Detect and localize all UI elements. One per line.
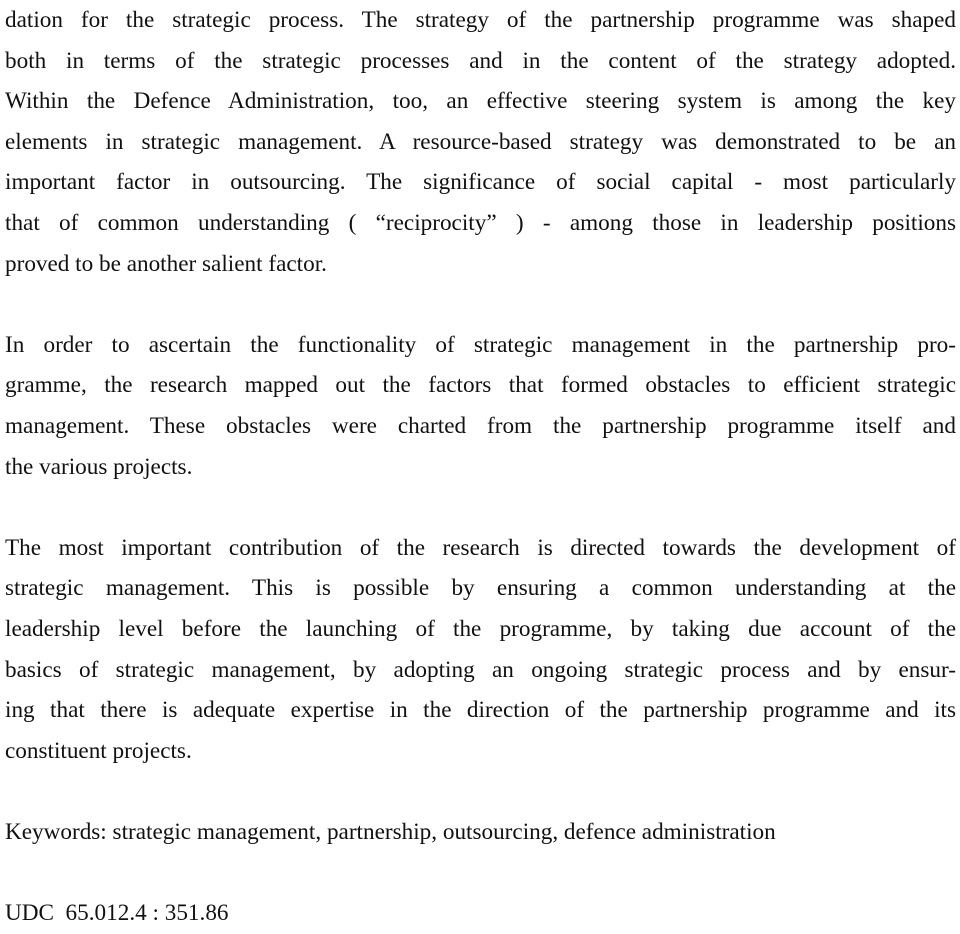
text-line: elements in strategic management. A resource-based strategy was demonstrated to be an xyxy=(5,128,956,155)
udc-classification: UDC 65.012.4 : 351.86 xyxy=(5,900,229,927)
text-line: the various projects. xyxy=(5,453,193,480)
paragraph-spacer xyxy=(5,284,956,325)
text-line: The most important contribution of the research is directed towards the development of xyxy=(5,534,956,561)
text-line: both in terms of the strategic processes and in the content of the strategy adopted. xyxy=(5,47,956,74)
paragraph-spacer xyxy=(5,771,956,812)
text-line: basics of strategic management, by adopting an ongoing strategic process and by ensur- xyxy=(5,656,956,683)
text-line: that of common understanding ( “reciprocity” ) - among those in leadership positions xyxy=(5,209,956,236)
abstract-paragraph-1 xyxy=(5,0,956,284)
abstract-paragraph-2 xyxy=(5,325,956,487)
text-line: leadership level before the launching of the programme, by taking due account of the xyxy=(5,615,956,642)
text-line: In order to ascertain the functionality of strategic management in the partnership pro- xyxy=(5,331,956,358)
text-line: proved to be another salient factor. xyxy=(5,250,327,277)
abstract-paragraph-3 xyxy=(5,528,956,772)
keywords-line: Keywords: strategic management, partnership, outsourcing, defence administration xyxy=(5,818,776,845)
paragraph-spacer xyxy=(5,852,956,893)
text-line: gramme, the research mapped out the factors that formed obstacles to efficient strategic xyxy=(5,372,956,399)
text-line: management. These obstacles were charted from the partnership programme itself and xyxy=(5,412,956,439)
document-page xyxy=(5,0,956,934)
text-line: dation for the strategic process. The strategy of the partnership programme was shaped xyxy=(5,7,956,33)
text-line: strategic management. This is possible by ensuring a common understanding at the xyxy=(5,575,956,602)
text-line: Within the Defence Administration, too, an effective steering system is among the key xyxy=(5,88,956,115)
text-line: constituent projects. xyxy=(5,737,192,764)
paragraph-spacer xyxy=(5,487,956,528)
text-line: important factor in outsourcing. The significance of social capital - most particularly xyxy=(5,169,956,196)
text-line: ing that there is adequate expertise in the direction of the partnership programme and its xyxy=(5,697,956,724)
